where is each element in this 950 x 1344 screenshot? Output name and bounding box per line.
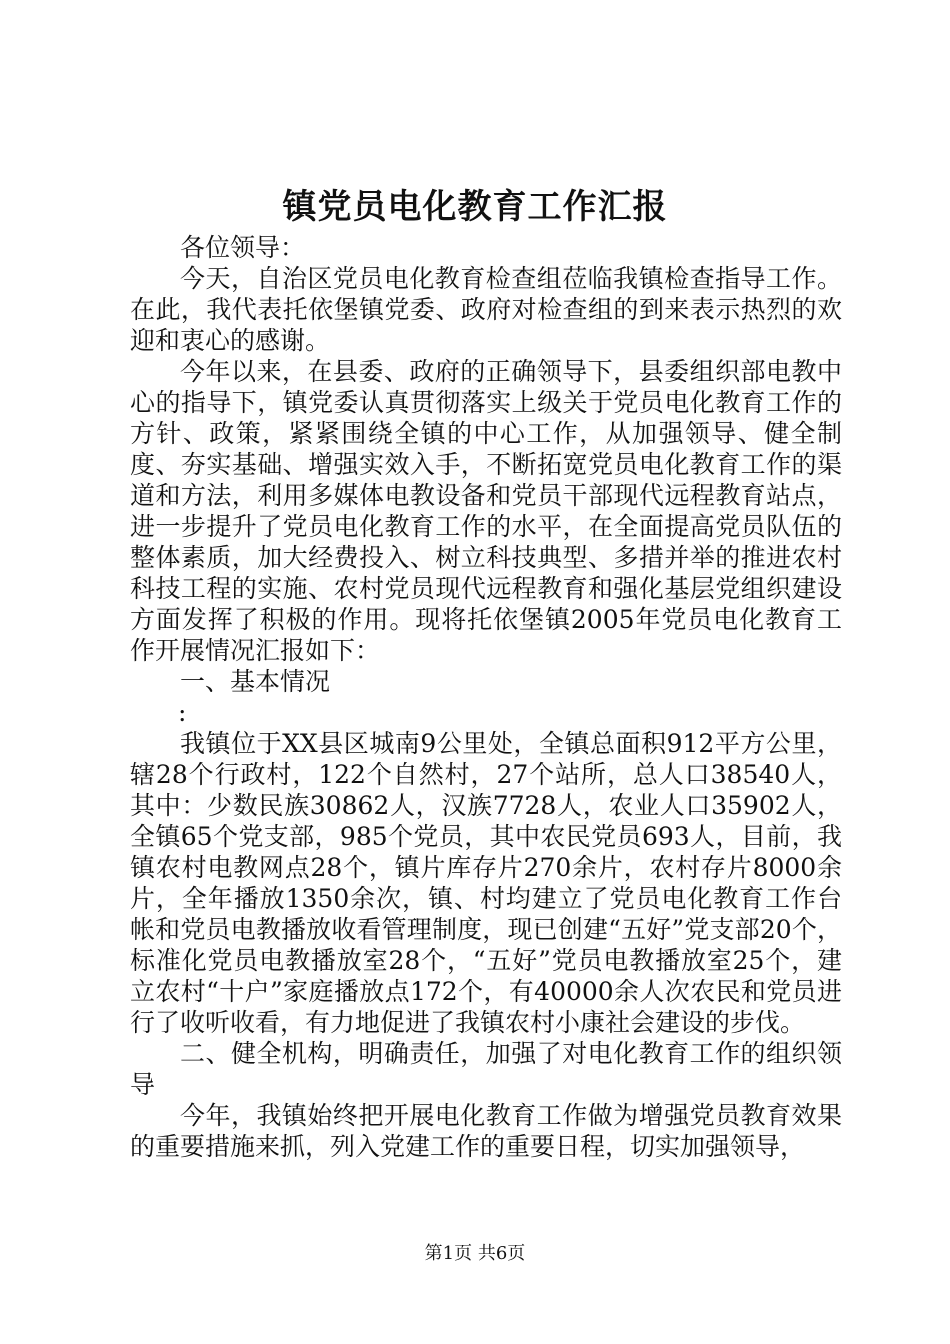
- section-heading-organization: 二、健全机构，明确责任，加强了对电化教育工作的组织领导: [130, 1039, 842, 1099]
- paragraph-overview: 今年以来，在县委、政府的正确领导下，县委组织部电教中心的指导下，镇党委认真贯彻落实上级关于党员电化教育工作的方针、政策，紧紧围绕全镇的中心工作，从加强领导、健全制度、夯实基础、增强实效入手，不断拓宽党员电化教育工作的渠道和方法，利用多媒体电教设备和党员干部现代远程教育站点，进一步提升了党员电化教育工作的水平，在全面提高党员队伍的整体素质，加大经费投入、树立科技典型、多措并举的推进农村科技工程的实施、农村党员现代远程教育和强化基层党组织建设方面发挥了积极的作用。现将托依堡镇2005年党员电化教育工作开展情况汇报如下：: [130, 357, 842, 665]
- paragraph-basic-info: 我镇位于XX县区城南9公里处，全镇总面积912平方公里，辖28个行政村，122个自然村，27个站所，总人口38540人，其中：少数民族30862人，汉族7728人，农业人口35902人，全镇65个党支部，985个党员，其中农民党员693人，目前，我镇农村电教网点28个，镇片库存片270余片，农村存片8000余片，全年播放1350余次，镇、村均建立了党员电化教育工作台帐和党员电教播放收看管理制度，现已创建“五好”党支部20个，标准化党员电教播放室28个，“五好”党员电教播放室25个，建立农村“十户”家庭播放点172个，有40000余人次农民和党员进行了收听收看，有力地促进了我镇农村小康社会建设的步伐。: [130, 729, 842, 1037]
- document-title: 镇党员电化教育工作汇报: [282, 187, 668, 227]
- section-heading-basic: 一、基本情况: [180, 667, 331, 696]
- stray-colon: :: [178, 698, 187, 727]
- paragraph-organization: 今年，我镇始终把开展电化教育工作做为增强党员教育效果的重要措施来抓，列入党建工作的重要日程，切实加强领导，: [130, 1101, 842, 1161]
- page-footer: 第1页 共6页: [424, 1243, 526, 1264]
- document-body: [130, 232, 842, 1162]
- paragraph-welcome: 今天，自治区党员电化教育检查组莅临我镇检查指导工作。在此，我代表托依堡镇党委、政府对检查组的到来表示热烈的欢迎和衷心的感谢。: [130, 264, 842, 355]
- salutation: 各位领导：: [180, 233, 306, 262]
